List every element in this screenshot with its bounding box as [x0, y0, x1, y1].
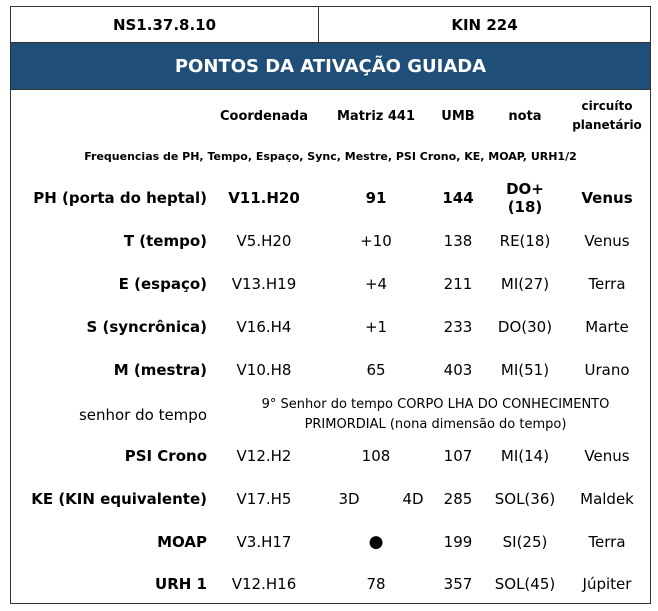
- row-label: MOAP: [157, 533, 207, 551]
- matriz-cell: 108: [361, 447, 391, 465]
- senhor-description: [221, 392, 650, 438]
- frequencies-note: Frequencias de PH, Tempo, Espaço, Sync, Mestre, PSI Crono, KE, MOAP, URH1/2: [84, 149, 577, 163]
- umb-cell: 211: [443, 275, 473, 293]
- umb-cell: 285: [443, 490, 473, 508]
- col-header-umb: UMB: [441, 108, 475, 124]
- senhor-description-line1: 9° Senhor do tempo CORPO LHA DO CONHECIMENTO: [261, 397, 610, 412]
- table-title: PONTOS DA ATIVAÇÃO GUIADA: [11, 42, 650, 90]
- col-header-nota: nota: [508, 108, 542, 124]
- row-label: KE (KIN equivalente): [31, 490, 207, 508]
- activation-table: [10, 6, 651, 604]
- coord-cell: V17.H5: [236, 490, 292, 508]
- nota-cell: SI(25): [502, 533, 548, 551]
- matriz-cell: +10: [360, 232, 392, 250]
- circuito-cell: Urano: [584, 361, 630, 379]
- matriz-cell: 91: [365, 189, 387, 207]
- umb-cell: 107: [443, 447, 473, 465]
- row-label: PSI Crono: [124, 447, 207, 465]
- row-label: T (tempo): [123, 232, 207, 250]
- umb-cell: 199: [443, 533, 473, 551]
- circuito-cell: Júpiter: [582, 575, 632, 593]
- row-label: E (espaço): [118, 275, 207, 293]
- circuito-cell: Venus: [584, 232, 630, 250]
- nota-cell: DO(30): [497, 318, 553, 336]
- coord-cell: V3.H17: [236, 533, 292, 551]
- row-label: M (mestra): [113, 361, 207, 379]
- matriz-dot: ●: [368, 532, 384, 552]
- coord-cell: V12.H16: [231, 575, 297, 593]
- ns-code-cell: NS1.37.8.10: [11, 7, 319, 42]
- kin-cell: KIN 224: [451, 15, 518, 34]
- circuito-cell: Venus: [581, 189, 633, 207]
- col-header-circuito: [564, 90, 650, 142]
- circuito-cell: Marte: [585, 318, 629, 336]
- col-header-circuito-line1: circuíto: [581, 99, 633, 113]
- senhor-label: senhor do tempo: [78, 406, 207, 424]
- umb-cell: 357: [443, 575, 473, 593]
- matriz-cell: +4: [364, 275, 388, 293]
- col-header-matriz: Matriz 441: [336, 108, 416, 124]
- nota-cell: SOL(36): [494, 490, 556, 508]
- matriz-cell-4d: 4D: [402, 490, 424, 508]
- nota-cell: SOL(45): [494, 575, 556, 593]
- row-label: S (syncrônica): [86, 318, 207, 336]
- circuito-cell: Terra: [588, 533, 626, 551]
- circuito-cell: Venus: [584, 447, 630, 465]
- umb-cell: 403: [443, 361, 473, 379]
- coord-cell: V5.H20: [236, 232, 292, 250]
- matriz-cell: 78: [366, 575, 386, 593]
- circuito-cell: Maldek: [580, 490, 634, 508]
- coord-cell: V12.H2: [236, 447, 292, 465]
- matriz-cell: 65: [366, 361, 386, 379]
- umb-cell: 233: [443, 318, 473, 336]
- row-label: URH 1: [155, 575, 207, 593]
- coord-cell: V11.H20: [228, 189, 300, 207]
- nota-cell: MI(14): [500, 447, 550, 465]
- nota-cell: DO+(18): [506, 180, 544, 216]
- col-header-circuito-line2: planetário: [572, 118, 642, 132]
- nota-cell: MI(27): [500, 275, 550, 293]
- circuito-cell: Terra: [588, 275, 626, 293]
- col-header-coordenada: Coordenada: [219, 108, 309, 124]
- coord-cell: V13.H19: [231, 275, 297, 293]
- nota-cell: RE(18): [499, 232, 551, 250]
- matriz-cell: +1: [364, 318, 388, 336]
- coord-cell: V10.H8: [236, 361, 292, 379]
- coord-cell: V16.H4: [236, 318, 292, 336]
- matriz-cell-3d: 3D: [338, 490, 360, 508]
- senhor-description-line2: PRIMORDIAL (nona dimensão do tempo): [304, 417, 567, 432]
- nota-cell: MI(51): [500, 361, 550, 379]
- umb-cell: 138: [443, 232, 473, 250]
- row-label: PH (porta do heptal): [33, 189, 207, 207]
- umb-cell: 144: [442, 189, 474, 207]
